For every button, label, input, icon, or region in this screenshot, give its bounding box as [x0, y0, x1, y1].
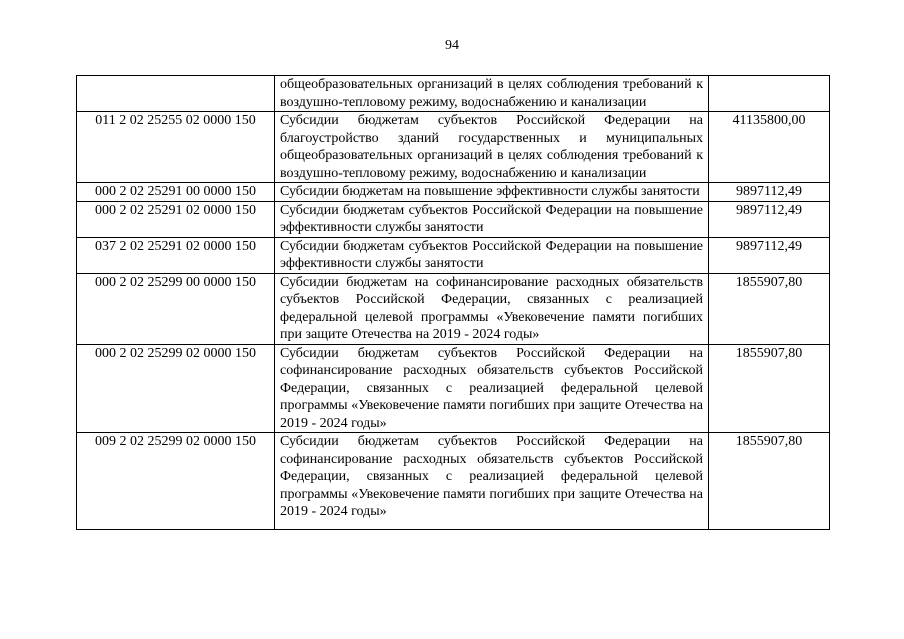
income-name-cell: Субсидии бюджетам субъектов Российской Федерации на благоустройство зданий государственных и муниципальных общеобразовательных организаций в целях соблюдения требований к воздушно-тепловому режиму, водоснабжению и канализации	[275, 112, 709, 183]
budget-code-cell: 000 2 02 25291 02 0000 150	[77, 201, 275, 237]
budget-code-cell: 000 2 02 25299 00 0000 150	[77, 273, 275, 344]
table-row	[77, 237, 830, 273]
income-name-cell: Субсидии бюджетам на повышение эффективности службы занятости	[275, 183, 709, 202]
amount-cell: 1855907,80	[709, 344, 830, 433]
income-name-cell: Субсидии бюджетам субъектов Российской Федерации на софинансирование расходных обязательств субъектов Российской Федерации, связанных с реализацией федеральной целевой программы «Увековечение памяти погибших при защите Отечества на 2019 - 2024 годы»	[275, 433, 709, 530]
amount-cell: 41135800,00	[709, 112, 830, 183]
amount-cell	[709, 76, 830, 112]
table-row	[77, 201, 830, 237]
page-number: 94	[445, 38, 459, 53]
budget-code-cell: 000 2 02 25291 00 0000 150	[77, 183, 275, 202]
budget-code-cell: 037 2 02 25291 02 0000 150	[77, 237, 275, 273]
income-name-cell: общеобразовательных организаций в целях соблюдения требований к воздушно-тепловому режиму, водоснабжению и канализации	[275, 76, 709, 112]
table-row	[77, 433, 830, 530]
amount-cell: 9897112,49	[709, 183, 830, 202]
table-row	[77, 183, 830, 202]
income-name-cell: Субсидии бюджетам субъектов Российской Федерации на софинансирование расходных обязательств субъектов Российской Федерации, связанных с реализацией федеральной целевой программы «Увековечение памяти погибших при защите Отечества на 2019 - 2024 годы»	[275, 344, 709, 433]
budget-revenue-table	[76, 75, 830, 530]
table-row	[77, 112, 830, 183]
amount-cell: 9897112,49	[709, 201, 830, 237]
table-row	[77, 344, 830, 433]
amount-cell: 1855907,80	[709, 433, 830, 530]
amount-cell: 9897112,49	[709, 237, 830, 273]
budget-code-cell: 009 2 02 25299 02 0000 150	[77, 433, 275, 530]
amount-cell: 1855907,80	[709, 273, 830, 344]
income-name-cell: Субсидии бюджетам субъектов Российской Федерации на повышение эффективности службы занятости	[275, 237, 709, 273]
income-name-cell: Субсидии бюджетам на софинансирование расходных обязательств субъектов Российской Федерации, связанных с реализацией федеральной целевой программы «Увековечение памяти погибших при защите Отечества на 2019 - 2024 годы»	[275, 273, 709, 344]
table-row	[77, 273, 830, 344]
table-row	[77, 76, 830, 112]
income-name-cell: Субсидии бюджетам субъектов Российской Федерации на повышение эффективности службы занятости	[275, 201, 709, 237]
budget-code-cell: 011 2 02 25255 02 0000 150	[77, 112, 275, 183]
budget-code-cell: 000 2 02 25299 02 0000 150	[77, 344, 275, 433]
budget-code-cell	[77, 76, 275, 112]
